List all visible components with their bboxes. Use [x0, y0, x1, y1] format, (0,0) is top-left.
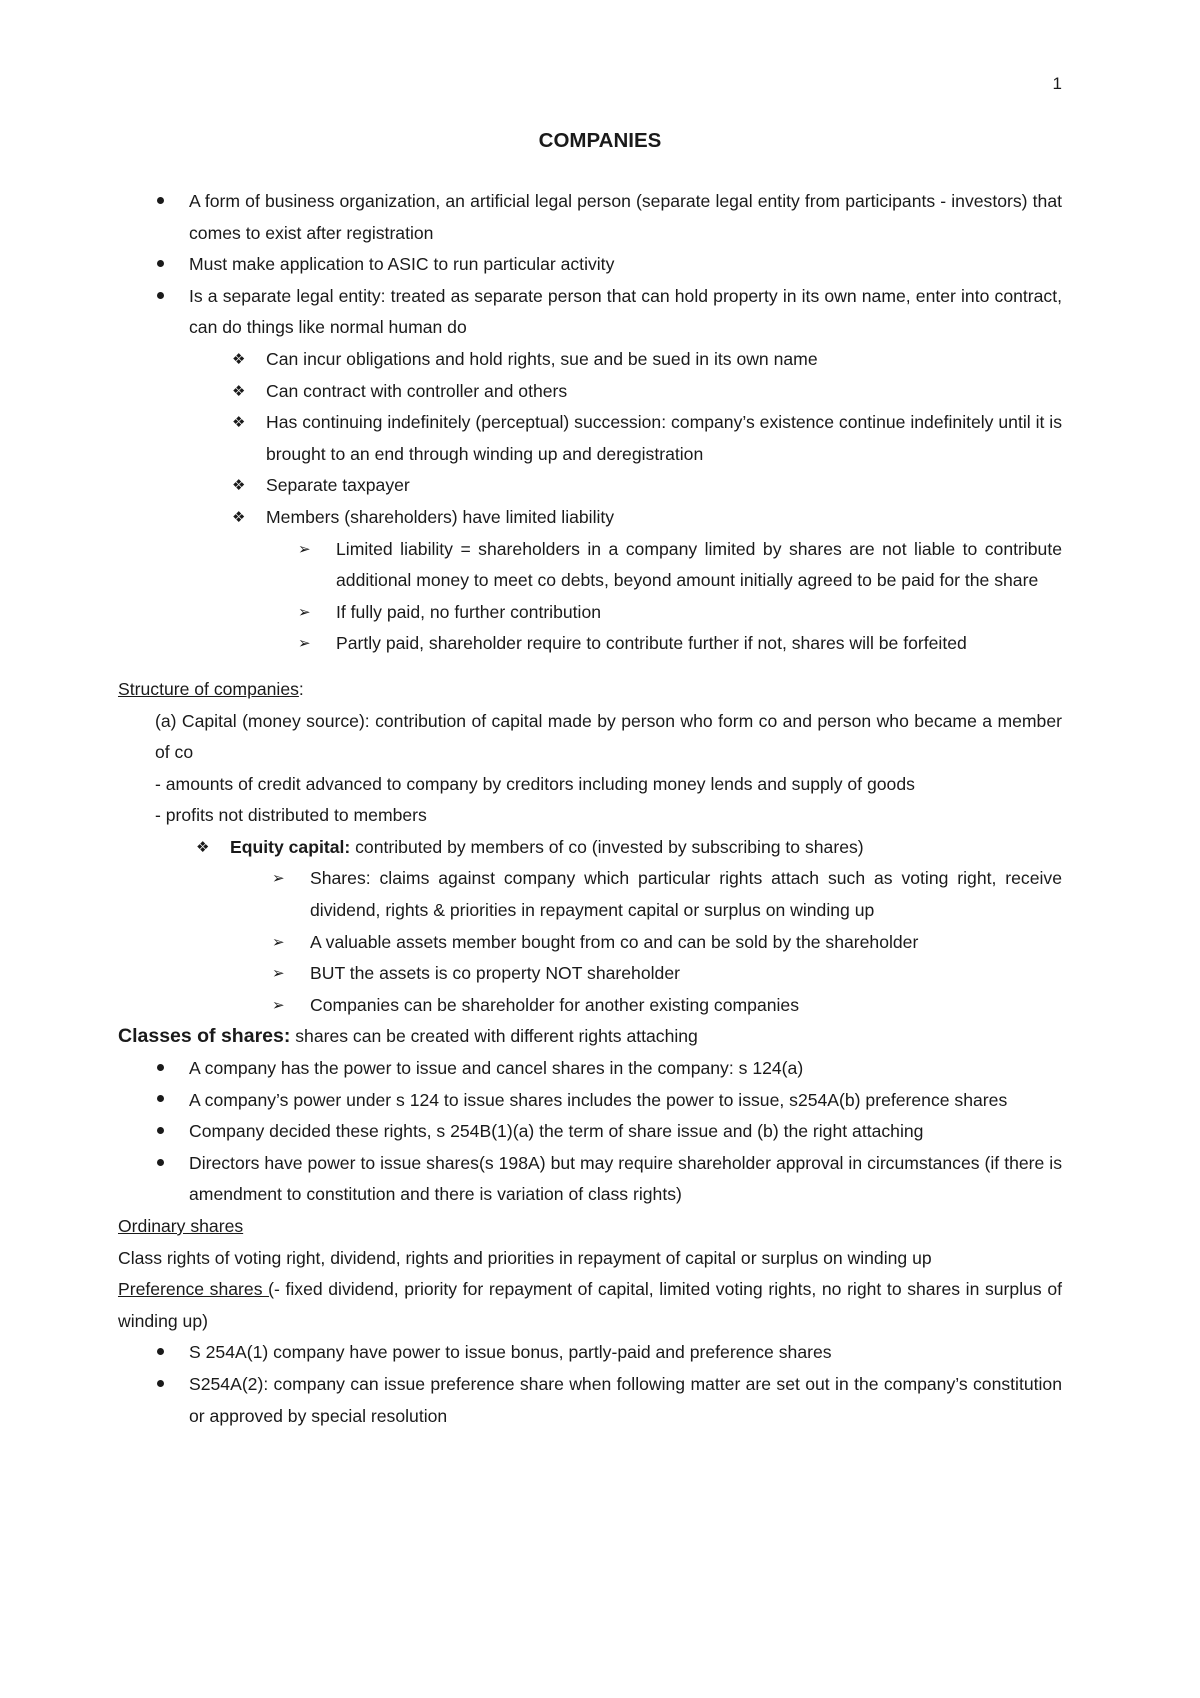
entity-feature-item: ❖ Members (shareholders) have limited liability	[118, 502, 1062, 534]
document-body	[118, 186, 1062, 1432]
limited-liability-item: ➢ If fully paid, no further contribution	[118, 597, 1062, 629]
diamond-bullet-icon: ❖	[232, 350, 246, 368]
arrow-bullet-icon: ➢	[272, 965, 285, 983]
ordinary-shares-text: Class rights of voting right, dividend, rights and priorities in repayment of capital or surplus on winding up	[118, 1247, 932, 1268]
equity-point-item: ➢ A valuable assets member bought from co and can be sold by the shareholder	[118, 927, 1062, 959]
diamond-bullet-icon: ❖	[232, 382, 246, 400]
entity-feature-item: ❖ Can incur obligations and hold rights, sue and be sued in its own name	[118, 344, 1062, 376]
entity-feature-item: ❖ Separate taxpayer	[118, 470, 1062, 502]
arrow-bullet-icon: ➢	[298, 603, 311, 621]
bullet-icon	[157, 1159, 164, 1166]
equity-capital-item: ❖ Equity capital: contributed by members of co (invested by subscribing to shares)	[118, 832, 1062, 864]
equity-point-item: ➢ Companies can be shareholder for another existing companies	[118, 990, 1062, 1022]
classes-bullet: Directors have power to issue shares(s 198A) but may require shareholder approval in circumstances (if there is amendment to constitution and there is variation of class rights)	[118, 1148, 1062, 1211]
arrow-bullet-icon: ➢	[272, 933, 285, 951]
entity-feature-item: ❖ Can contract with controller and others	[118, 376, 1062, 408]
dash-line: - profits not distributed to members	[155, 805, 427, 826]
bullet-icon	[157, 260, 164, 267]
classes-heading: Classes of shares: shares can be created with different rights attaching	[118, 1025, 698, 1048]
intro-bullet: A form of business organization, an artificial legal person (separate legal entity from participants - investors) that comes to exist after registration	[118, 186, 1062, 249]
preference-bullet: S 254A(1) company have power to issue bonus, partly-paid and preference shares	[118, 1337, 1062, 1369]
document-title: COMPANIES	[538, 129, 662, 152]
arrow-bullet-icon: ➢	[298, 635, 311, 653]
diamond-bullet-icon: ❖	[232, 477, 246, 495]
diamond-bullet-icon: ❖	[232, 508, 246, 526]
arrow-bullet-icon: ➢	[272, 870, 285, 888]
limited-liability-item: ➢ Partly paid, shareholder require to contribute further if not, shares will be forfeited	[118, 628, 1062, 660]
intro-bullet: Is a separate legal entity: treated as separate person that can hold property in its own name, enter into contract, can do things like normal human do	[118, 281, 1062, 344]
preference-shares-paragraph: Preference shares (- fixed dividend, priority for repayment of capital, limited voting rights, no right to shares in surplus of winding up)	[118, 1279, 1062, 1331]
arrow-bullet-icon: ➢	[298, 540, 311, 558]
entity-feature-item: ❖ Has continuing indefinitely (perceptual) succession: company’s existence continue indefinitely until it is brought to an end through winding up and deregistration	[118, 407, 1062, 470]
diamond-bullet-icon: ❖	[232, 414, 246, 432]
preference-bullet: S254A(2): company can issue preference share when following matter are set out in the company’s constitution or approved by special resolution	[118, 1369, 1062, 1432]
capital-line: (a) Capital (money source): contribution of capital made by person who form co and person who became a member of co	[155, 710, 1062, 763]
bullet-icon	[157, 1380, 164, 1387]
bullet-icon	[157, 1064, 164, 1071]
ordinary-shares-heading: Ordinary shares	[118, 1216, 244, 1236]
limited-liability-item: ➢ Limited liability = shareholders in a company limited by shares are not liable to contribute additional money to meet co debts, beyond amount initially agreed to be paid for the share	[118, 534, 1062, 597]
structure-heading: Structure of companies:	[118, 678, 304, 699]
bullet-icon	[157, 1348, 164, 1355]
diamond-bullet-icon: ❖	[196, 838, 210, 856]
arrow-bullet-icon: ➢	[272, 996, 285, 1014]
intro-bullet: Must make application to ASIC to run particular activity	[118, 249, 1062, 281]
classes-bullet: A company’s power under s 124 to issue shares includes the power to issue, s254A(b) preference shares	[118, 1085, 1062, 1117]
bullet-icon	[157, 1095, 164, 1102]
bullet-icon	[157, 292, 164, 299]
classes-bullet: A company has the power to issue and cancel shares in the company: s 124(a)	[118, 1053, 1062, 1085]
classes-bullet: Company decided these rights, s 254B(1)(a) the term of share issue and (b) the right attaching	[118, 1116, 1062, 1148]
page-number: 1	[1052, 74, 1062, 93]
dash-line: - amounts of credit advanced to company by creditors including money lends and supply of goods	[155, 773, 915, 794]
equity-point-item: ➢ Shares: claims against company which particular rights attach such as voting right, receive dividend, rights & priorities in repayment capital or surplus on winding up	[118, 863, 1062, 926]
equity-point-item: ➢ BUT the assets is co property NOT shareholder	[118, 958, 1062, 990]
bullet-icon	[157, 197, 164, 204]
bullet-icon	[157, 1127, 164, 1134]
